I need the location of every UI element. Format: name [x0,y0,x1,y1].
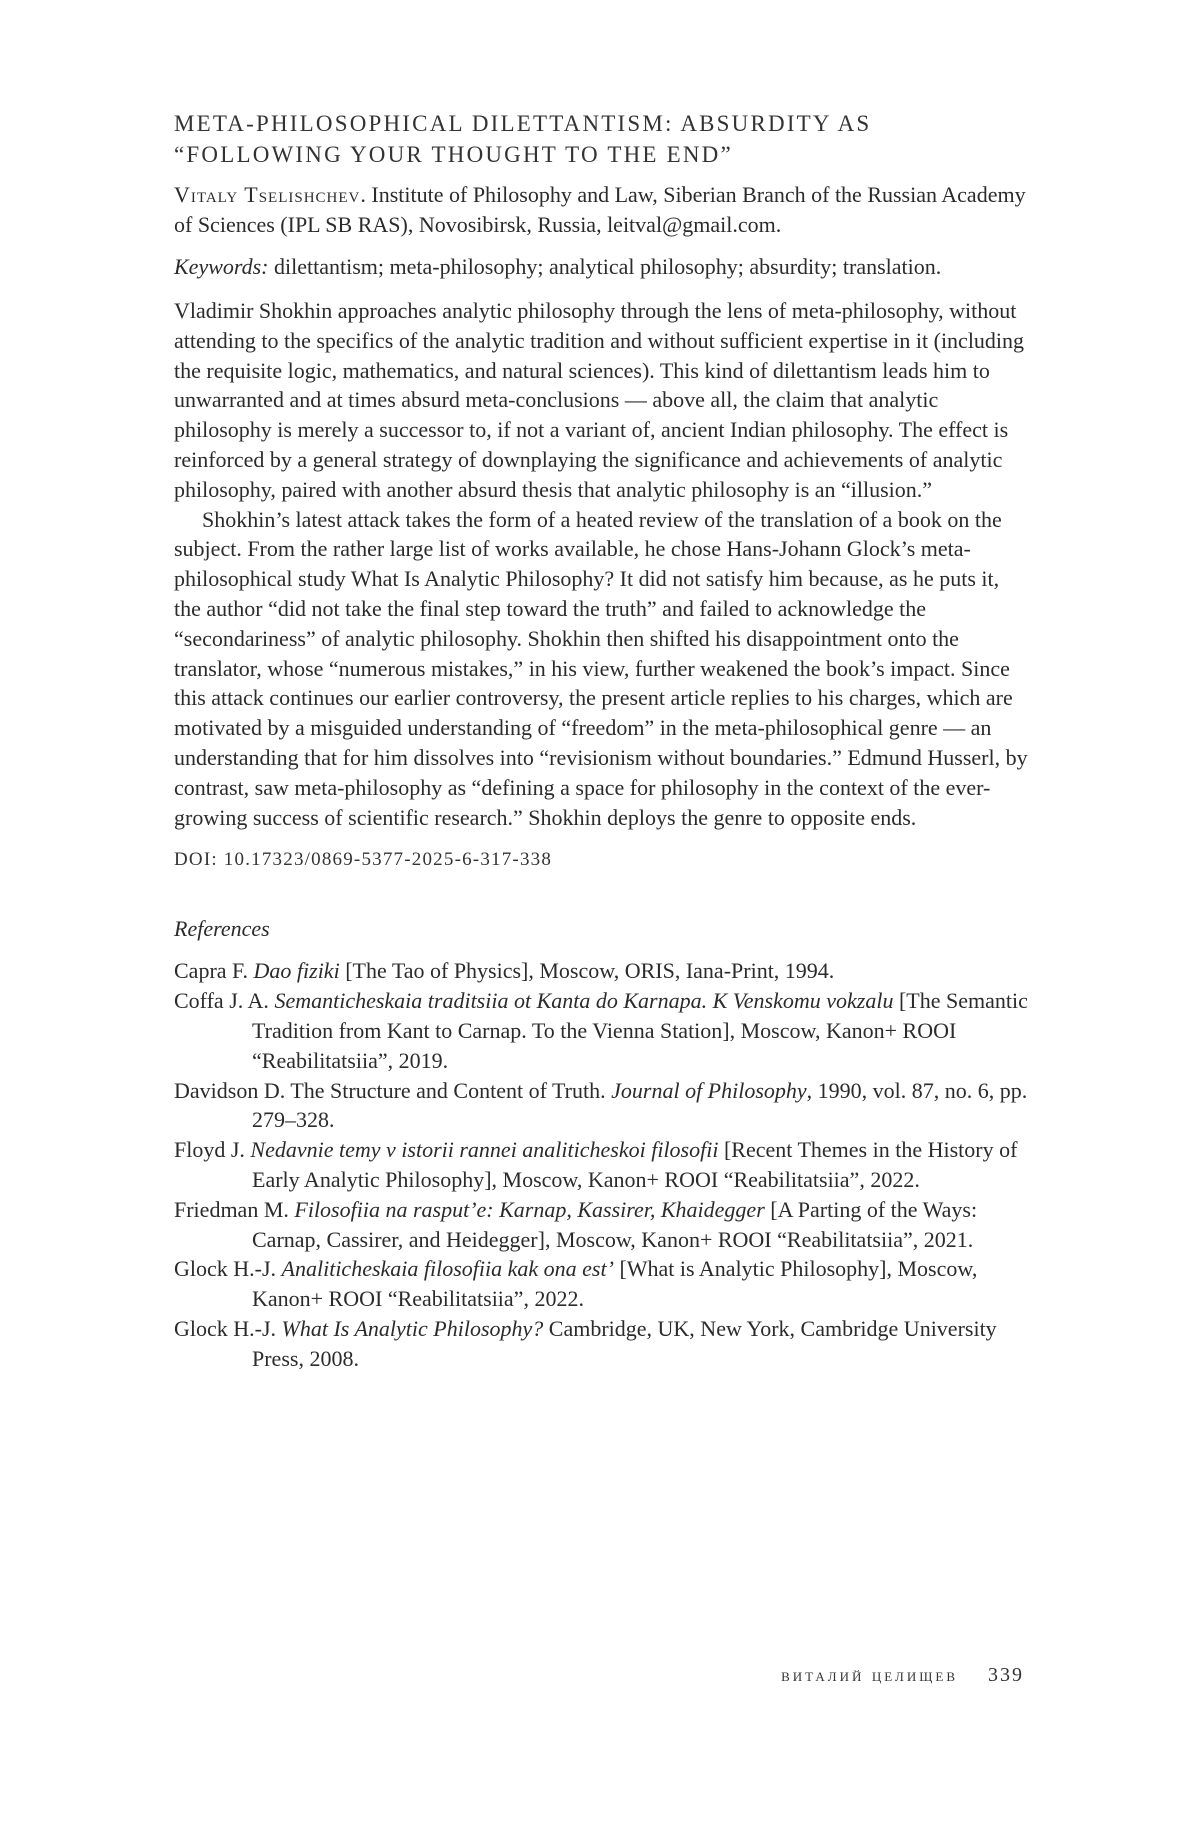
reference-author: Friedman M. [174,1196,295,1222]
reference-title: Filosofiia na rasput’e: Karnap, Kassirer, Khaidegger [294,1196,765,1222]
reference-details: [A Parting of the Ways: Carnap, Cassirer, and Heidegger], Moscow, Kanon+ ROOI “Reabilitatsiia”, 2021. [252,1196,978,1252]
reference-title: Nedavnie temy v istorii rannei analiticheskoi filosofii [250,1137,719,1163]
reference-title: Semanticheskaia traditsiia ot Kanta do Karnapa. K Venskomu vokzalu [274,988,894,1014]
reference-item [174,956,1029,986]
reference-details: Cambridge, UK, New York, Cambridge University Press, 2008. [252,1315,997,1371]
keywords [174,252,1029,282]
running-author: виталий целищев [781,1665,958,1685]
reference-details: [What is Analytic Philosophy], Moscow, Kanon+ ROOI “Reabilitatsiia”, 2022. [252,1256,978,1312]
reference-author: Floyd J. [174,1137,251,1163]
reference-item [174,1076,1029,1136]
article-page [174,108,1029,1374]
reference-title: Dao fiziki [253,958,340,984]
abstract [174,296,1029,832]
reference-details: [The Semantic Tradition from Kant to Carnap. To the Vienna Station], Moscow, Kanon+ ROOI “Reabilitatsiia”, 2019. [252,988,1028,1073]
reference-title: Journal of Philosophy [611,1077,807,1103]
reference-item [174,1195,1029,1255]
reference-item [174,986,1029,1075]
reference-author: Glock H.-J. [174,1256,282,1282]
reference-author: Coffa J. A. [174,988,275,1014]
keywords-text: dilettantism; meta-philosophy; analytical philosophy; absurdity; translation. [268,254,942,279]
references-list [174,956,1029,1373]
reference-details: [The Tao of Physics], Moscow, ORIS, Iana-Print, 1994. [339,958,835,984]
reference-item [174,1135,1029,1195]
doi: DOI: 10.17323/0869-5377-2025-6-317-338 [174,849,553,871]
references-heading: References [174,916,270,942]
reference-item [174,1314,1029,1374]
running-footer [781,1664,1024,1687]
reference-author: Glock H.-J. [174,1315,282,1341]
author-name: Vitaly Tselishchev [174,182,361,207]
affiliation-text: . Institute of Philosophy and Law, Siberian Branch of the Russian Academy of Sciences (IPL SB RAS), Novosibirsk, Russia, leitval@gmail.com. [174,182,1026,237]
abstract-paragraph-2: Shokhin’s latest attack takes the form of a heated review of the translation of a book on the subject. From the rather large list of works available, he chose Hans-Johann Glock’s meta-philosophical study What Is Analytic Philosophy? It did not satisfy him because, as he puts it, the author “did not take the final step toward the truth” and failed to acknowledge the “secondariness” of analytic philosophy. Shokhin then shifted his disappointment onto the translator, whose “numerous mistakes,” in his view, further weakened the book’s impact. Since this attack continues our earlier controversy, the present article replies to his charges, which are motivated by a misguided understanding of “freedom” in the meta-philosophical genre — an understanding that for him dissolves into “revisionism without boundaries.” Edmund Husserl, by contrast, saw meta-philosophy as “defining a space for philosophy in the context of the ever-growing success of scientific research.” Shokhin deploys the genre to opposite ends. [174,506,1028,830]
abstract-paragraph-1: Vladimir Shokhin approaches analytic philosophy through the lens of meta-philosophy, without attending to the specifics of the analytic tradition and without sufficient expertise in it (including the requisite logic, mathematics, and natural sciences). This kind of dilettantism leads him to unwarranted and at times absurd meta-conclusions — above all, the claim that analytic philosophy is merely a successor to, if not a variant of, ancient Indian philosophy. The effect is reinforced by a general strategy of downplaying the significance and achievements of analytic philosophy, paired with another absurd thesis that analytic philosophy is an “illusion.” [174,298,1025,502]
author-affiliation [174,180,1029,240]
reference-details: , 1990, vol. 87, no. 6, pp. 279–328. [252,1077,1028,1133]
reference-author: Davidson D. The Structure and Content of Truth. [174,1077,612,1103]
reference-details: [Recent Themes in the History of Early Analytic Philosophy], Moscow, Kanon+ ROOI “Reabilitatsiia”, 2022. [252,1137,1018,1192]
reference-title: What Is Analytic Philosophy? [281,1315,544,1341]
article-title: META-PHILOSOPHICAL DILETTANTISM: ABSURDITY AS “FOLLOWING YOUR THOUGHT TO THE END” [174,111,872,167]
reference-author: Capra F. [174,958,254,984]
reference-item [174,1254,1029,1314]
keywords-label: Keywords: [174,254,269,279]
page-number: 339 [988,1664,1024,1686]
reference-title: Analiticheskaia filosofiia kak ona est’ [281,1256,614,1282]
